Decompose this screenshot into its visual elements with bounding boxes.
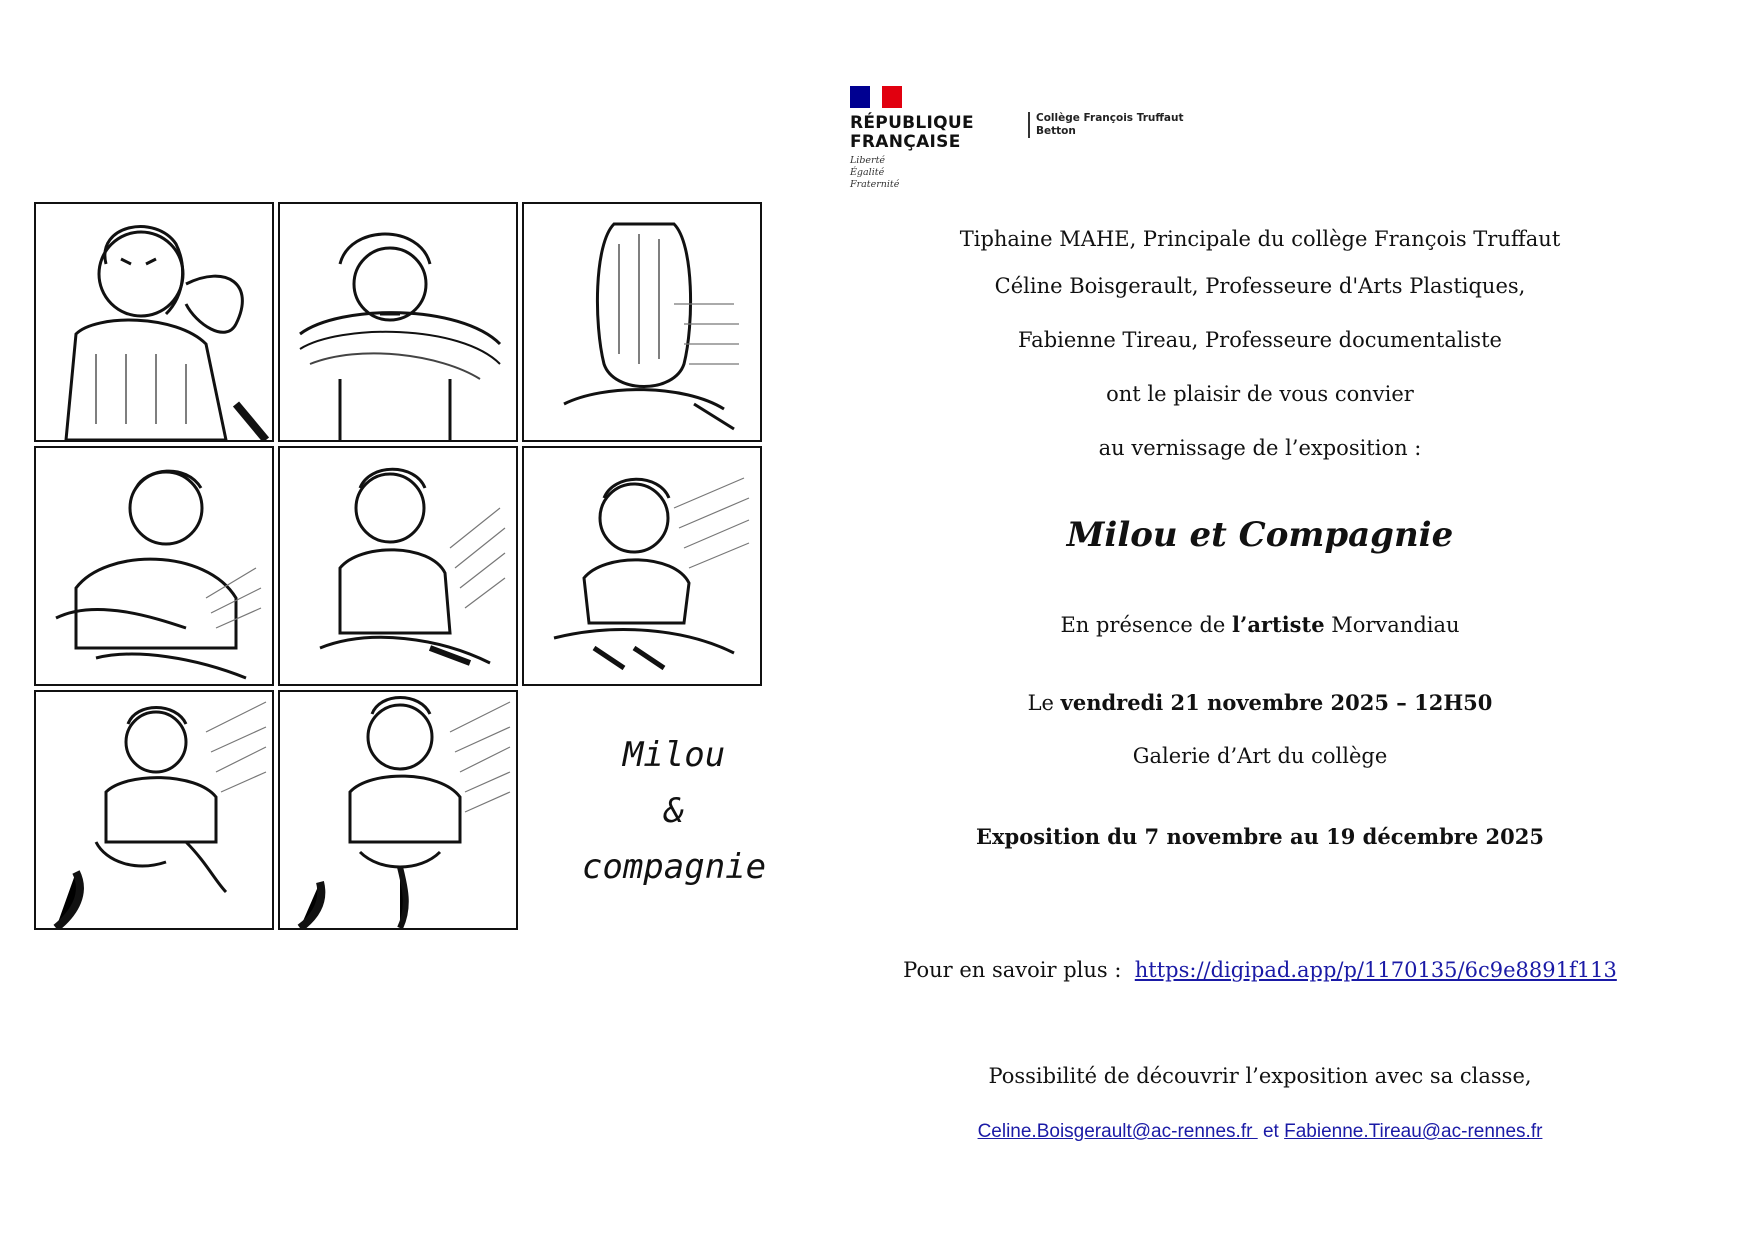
host-line-2: Céline Boisgerault, Professeure d'Arts Plastiques, xyxy=(994,274,1526,298)
more-info-label: Pour en savoir plus : xyxy=(903,958,1135,982)
child-drawing-4 xyxy=(36,448,272,684)
digipad-link[interactable]: https://digipad.app/p/1170135/6c9e8891f113 xyxy=(1134,958,1617,982)
presence-bold: l’artiste xyxy=(1232,612,1325,637)
caption-line-3: compagnie xyxy=(581,847,767,887)
college-logo xyxy=(1028,112,1183,138)
comic-panel-7 xyxy=(34,690,274,930)
artist-presence-line xyxy=(860,612,1660,637)
email-tireau-link[interactable]: Fabienne.Tireau@ac-rennes.fr xyxy=(1284,1121,1543,1142)
child-drawing-3 xyxy=(524,204,760,440)
presence-suffix: Morvandiau xyxy=(1324,613,1460,637)
child-drawing-1 xyxy=(36,204,272,440)
child-drawing-7 xyxy=(36,692,272,928)
motto-fraternite: Fraternité xyxy=(850,179,900,190)
date-prefix: Le xyxy=(1027,691,1061,715)
exhibition-title: Milou et Compagnie xyxy=(1066,515,1454,555)
presence-prefix: En présence de xyxy=(1060,613,1233,637)
republic-name-line-1: RÉPUBLIQUE xyxy=(850,113,974,133)
class-visit-line: Possibilité de découvrir l’exposition avec sa classe, xyxy=(988,1064,1532,1088)
email-joiner: et xyxy=(1257,1121,1285,1142)
event-date-line xyxy=(860,690,1660,715)
comic-panel-3 xyxy=(522,202,762,442)
comic-panel-2 xyxy=(278,202,518,442)
child-drawing-8 xyxy=(280,692,516,928)
comic-panel-5 xyxy=(278,446,518,686)
more-info-line xyxy=(860,958,1660,982)
college-name: Collège François Truffaut xyxy=(1036,112,1184,124)
comic-illustration xyxy=(34,202,772,942)
invitation-pleasure-line: ont le plaisir de vous convier xyxy=(1106,382,1414,406)
child-drawing-5 xyxy=(280,448,516,684)
contact-emails xyxy=(860,1118,1660,1143)
french-flag-icon xyxy=(850,86,902,108)
motto-egalite: Égalité xyxy=(850,167,885,178)
comic-panel-4 xyxy=(34,446,274,686)
caption-line-1: Milou xyxy=(622,735,726,775)
comic-panel-6 xyxy=(522,446,762,686)
republic-name-line-2: FRANÇAISE xyxy=(850,132,961,152)
comic-panel-1 xyxy=(34,202,274,442)
invitation-vernissage-line: au vernissage de l’exposition : xyxy=(1098,436,1422,460)
child-drawing-2 xyxy=(280,204,516,440)
email-boisgerault-link[interactable]: Celine.Boisgerault@ac-rennes.fr xyxy=(977,1121,1258,1142)
host-line-1: Tiphaine MAHE, Principale du collège François Truffaut xyxy=(959,227,1561,251)
host-line-3: Fabienne Tireau, Professeure documentaliste xyxy=(1018,328,1502,352)
comic-caption xyxy=(574,727,774,895)
comic-panel-8 xyxy=(278,690,518,930)
motto-liberte: Liberté xyxy=(850,155,886,166)
caption-line-2: & xyxy=(663,791,685,831)
college-town: Betton xyxy=(1036,125,1076,137)
republic-motto xyxy=(850,155,990,191)
republic-name xyxy=(850,114,990,152)
venue: Galerie d’Art du collège xyxy=(1132,744,1388,768)
child-drawing-6 xyxy=(524,448,760,684)
republique-francaise-logo xyxy=(850,86,990,191)
event-date: vendredi 21 novembre 2025 – 12H50 xyxy=(1060,690,1493,715)
exhibition-dates: Exposition du 7 novembre au 19 décembre 2025 xyxy=(976,824,1544,849)
